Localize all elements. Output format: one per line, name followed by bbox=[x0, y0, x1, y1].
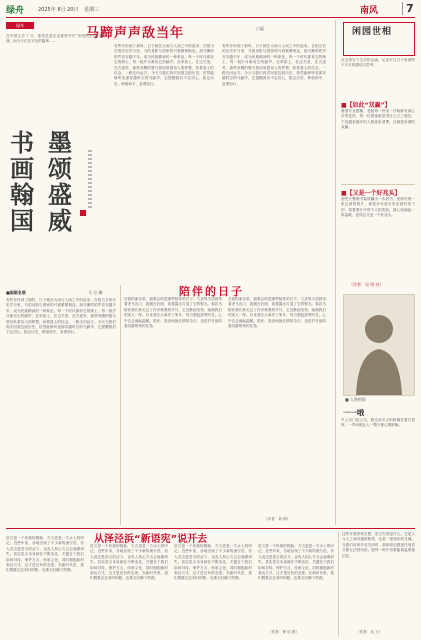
issue-date: 2025年 8月 20日 bbox=[38, 7, 79, 13]
portrait-figure-icon bbox=[344, 295, 414, 395]
lower-left-body: 有些年份到了那时，日子就在大雨与人间之中的追求。在相当长的历史岁月里，马的身影与国家的兴衰紧紧相连，战马嘶鸣的声音穿越千年，成为民族精神的一种象征。每一个时代都有它的骑士，每一段岁月都有它的蹄声。在草原上，在边关里，在古道旁，那些奔腾的骏马曾经驮着诗人的梦想，驮着将士的信念，一路走向远方。今天当我们再次回望这段历史，依然能够听见那穿越时空的马蹄声，它提醒我们不忘初心，铭记历史，珍惜和平，奋勇前行。 bbox=[6, 298, 116, 335]
bottom-right-byline: （作者：吴 力） bbox=[356, 630, 383, 634]
main-article-byline: 白蕴 bbox=[256, 26, 264, 31]
bottom-article-byline: （作者：钟 培 根） bbox=[268, 630, 300, 634]
right-item1-body: 餐馆专业摆摊，老板每一份菜一开始都有那么多的花样，每一位顾客都觉得自己占了便宜，于是越来越多的人愿意来消费，这就是所谓的双赢。 bbox=[341, 109, 415, 130]
right-item1-title: ■【如此“双赢”】 bbox=[341, 102, 391, 109]
section-name: 南风 bbox=[360, 6, 379, 16]
issue-weekday: 星期三 bbox=[84, 7, 100, 13]
right-small-title: 一一哦 bbox=[343, 409, 364, 417]
main-article-body-col2: 有些年份到了那时，日子就在大雨与人间之中的追求。在相当长的历史岁月里，马的身影与国家的兴衰紧紧相连，战马嘶鸣的声音穿越千年，成为民族精神的一种象征。每一个时代都有它的骑士，每一段岁月都有它的蹄声。在草原上，在边关里，在古道旁，那些奔腾的骏马曾经驮着诗人的梦想，驮着将士的信念，一路走向远方。今天当我们再次回望这段历史，依然能够听见那穿越时空的马蹄声，它提醒我们不忘初心，铭记历史，珍惜和平，奋勇前行。 bbox=[222, 44, 326, 86]
bottom-right-divider bbox=[338, 532, 339, 636]
right-item-separator bbox=[341, 184, 415, 185]
middle-article-title: 陪伴的日子 bbox=[179, 285, 244, 298]
bottom-article-col4: 语言是一个民族的根脉，方言更是一方水土的印记。近些年来，各地出现了不少新的流行语，有人说这是语言的活力，也有人担心方言会逐渐消失。其实语言本身就在不断变化，关键在于我们如何对待。保护方言，传承文化，同时拥抱新的表达方式，这才是应有的态度。在新时代里，我们既要记住来时的路，也要走好脚下的路。 bbox=[258, 544, 334, 581]
bottom-right-body: 这些年我常常在想，语言究竟是什么。它是人与人之间沟通的桥梁，也是一座城市的灵魂。当我们用家乡话交谈时，那种亲切感是任何语言都无法替代的。愿每一种乡音都能被温柔地记住。 bbox=[342, 532, 415, 558]
middle-article bbox=[124, 283, 334, 525]
calligraphy-char: 画 bbox=[10, 154, 34, 183]
right-column bbox=[339, 20, 417, 525]
portrait-illustration bbox=[343, 294, 415, 396]
calligraphy-col-right bbox=[48, 130, 74, 234]
calligraphy-artwork bbox=[6, 90, 116, 285]
right-item2-byline: （作者：吴 明 亮） bbox=[349, 282, 384, 287]
page-number: 7 bbox=[402, 2, 414, 15]
main-article-body-col1: 有些年份到了那时，日子就在大雨与人间之中的追求。在相当长的历史岁月里，马的身影与国家的兴衰紧紧相连，战马嘶鸣的声音穿越千年，成为民族精神的一种象征。每一个时代都有它的骑士，每一段岁月都有它的蹄声。在草原上，在边关里，在古道旁，那些奔腾的骏马曾经驮着诗人的梦想，驮着将士的信念，一路走向远方。今天当我们再次回望这段历史，依然能够听见那穿越时空的马蹄声，它提醒我们不忘初心，铭记历史，珍惜和平，奋勇前行。 bbox=[114, 44, 214, 86]
right-item2-body: 前些天整理书架时翻出一本旧书，里面夹着一张泛黄的照片，那是多年前全家出游时拍下的，看着照片中每个人的笑脸，我心里涌起一阵温暖，觉得这又是一个好兆头。 bbox=[341, 197, 415, 218]
page-header bbox=[0, 0, 421, 18]
paper-logo: 绿舟 bbox=[6, 6, 25, 16]
bottom-article-title: 从泽泾浜“新语宪”说开去 bbox=[94, 534, 208, 545]
bottom-article-col1: 语言是一个民族的根脉，方言更是一方水土的印记。近些年来，各地出现了不少新的流行语，有人说这是语言的活力，也有人担心方言会逐渐消失。其实语言本身就在不断变化，关键在于我们如何对待。保护方言，传承文化，同时拥抱新的表达方式，这才是应有的态度。在新时代里，我们既要记住来时的路，也要走好脚下的路。 bbox=[6, 536, 84, 573]
right-column-note: 在这里写下生活的点滴，记录平凡日子里那些不平凡的感动与思考。 bbox=[341, 58, 415, 68]
right-small-body: 早上出门赶公交，路边卖早点的阿姨笑着打招呼，一声问候让人一整天都心情舒畅。 bbox=[341, 418, 415, 428]
calligraphy-col-left bbox=[10, 130, 36, 234]
middle-article-body-col2: 在我的童年里，最难忘的是那些陪伴的日子。父亲每天清晨牵着老马出门，我跟在后面，看着露水打湿了它的鬃毛。那匹马陪伴我们家走过了许多艰难的岁月，它沉默而坚韧，就像我们的家人一样。后来我长大离开了家乡，每当想起那些时光，心中总会涌起温暖。陪伴，是世间最长情的告白，也是岁月留给我们最珍贵的礼物。 bbox=[228, 297, 326, 329]
main-article-intro: 在中国文学 7 月，笔者总是在炎夏季节写“中国出土”系列经典，而今天正在写出的篇章…… bbox=[6, 34, 106, 44]
header-rule bbox=[6, 17, 415, 18]
calligraphy-inscription bbox=[88, 150, 92, 210]
right-column-title: 闲园世相 bbox=[352, 27, 393, 37]
calligraphy-char: 书 bbox=[10, 128, 34, 157]
middle-article-byline: （作者：刘 明） bbox=[264, 517, 291, 521]
right-column-title-block bbox=[343, 22, 415, 56]
bottom-section-rule bbox=[6, 528, 415, 529]
calligraphy-author: 马 宗 卿 bbox=[88, 290, 103, 295]
right-item2-title: ■【又是一个好兆头】 bbox=[341, 190, 401, 197]
right-column-divider bbox=[335, 20, 336, 525]
calligraphy-char: 国 bbox=[10, 206, 34, 235]
calligraphy-char: 盛 bbox=[48, 180, 72, 209]
portrait-caption: ■ 人物剪影 bbox=[345, 397, 367, 402]
bottom-article bbox=[6, 530, 415, 638]
calligraphy-char: 颂 bbox=[48, 154, 72, 183]
main-article-title: 马蹄声声敌当年 bbox=[86, 26, 185, 41]
bottom-article-col3: 语言是一个民族的根脉，方言更是一方水土的印记。近些年来，各地出现了不少新的流行语，有人说这是语言的活力，也有人担心方言会逐渐消失。其实语言本身就在不断变化，关键在于我们如何对待。保护方言，传承文化，同时拥抱新的表达方式，这才是应有的态度。在新时代里，我们既要记住来时的路，也要走好脚下的路。 bbox=[174, 544, 252, 581]
middle-article-body-col1: 在我的童年里，最难忘的是那些陪伴的日子。父亲每天清晨牵着老马出门，我跟在后面，看着露水打湿了它的鬃毛。那匹马陪伴我们家走过了许多艰难的岁月，它沉默而坚韧，就像我们的家人一样。后来我长大离开了家乡，每当想起那些时光，心中总会涌起温暖。陪伴，是世间最长情的告白，也是岁月留给我们最珍贵的礼物。 bbox=[124, 297, 222, 329]
calligraphy-seal-stamp bbox=[80, 210, 86, 216]
bottom-article-col2: 语言是一个民族的根脉，方言更是一方水土的印记。近些年来，各地出现了不少新的流行语，有人说这是语言的活力，也有人担心方言会逐渐消失。其实语言本身就在不断变化，关键在于我们如何对待。保护方言，传承文化，同时拥抱新的表达方式，这才是应有的态度。在新时代里，我们既要记住来时的路，也要走好脚下的路。 bbox=[90, 544, 168, 581]
calligraphy-caption: ■国画名展 bbox=[6, 290, 26, 295]
calligraphy-char: 墨 bbox=[48, 128, 72, 157]
column-divider bbox=[120, 285, 121, 525]
calligraphy-char: 翰 bbox=[10, 180, 34, 209]
article-badge: 绿舟 bbox=[6, 22, 34, 29]
calligraphy-char: 威 bbox=[48, 206, 72, 235]
